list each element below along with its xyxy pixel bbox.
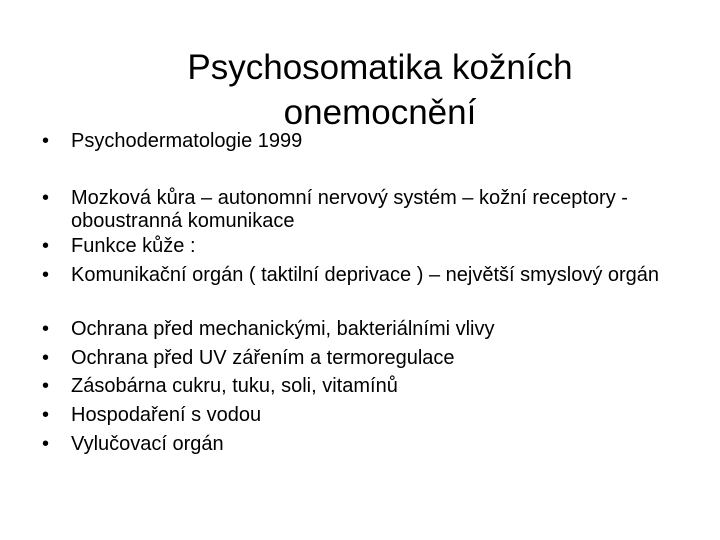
list-item [42, 404, 682, 427]
list-item [42, 433, 682, 456]
list-item-text: Ochrana před mechanickými, bakteriálními vlivy [71, 318, 495, 340]
bullet-icon: • [42, 404, 50, 426]
list-item-text: Zásobárna cukru, tuku, soli, vitamínů [71, 375, 398, 397]
list-item [42, 187, 682, 233]
list-item [42, 130, 682, 153]
bullet-icon: • [42, 375, 50, 397]
bullet-icon: • [42, 264, 50, 286]
bullet-icon: • [42, 235, 50, 257]
list-item-text: Hospodaření s vodou [71, 404, 262, 426]
list-item-text: Funkce kůže : [71, 235, 196, 257]
slide-title [40, 45, 720, 135]
bullet-icon: • [42, 318, 50, 340]
slide-title-line-1: Psychosomatika kožních [187, 48, 573, 88]
list-item [42, 318, 682, 341]
list-item-text: Mozková kůra – autonomní nervový systém – kožní receptory - oboustranná komunikace [71, 187, 628, 232]
bullet-icon: • [42, 433, 50, 455]
list-item-text: Ochrana před UV zářením a termoregulace [71, 347, 455, 369]
list-item [42, 235, 682, 258]
list-item [42, 375, 682, 398]
list-item [42, 347, 682, 370]
list-item-text: Komunikační orgán ( taktilní deprivace ) – největší smyslový orgán [71, 264, 660, 286]
slide-title-line-2: onemocnění [283, 93, 477, 133]
list-item-text: Vylučovací orgán [71, 433, 224, 455]
list-item [42, 264, 682, 287]
bullet-icon: • [42, 130, 50, 152]
bullet-icon: • [42, 347, 50, 369]
list-item-text: Psychodermatologie 1999 [71, 130, 303, 152]
bullet-icon: • [42, 187, 50, 209]
